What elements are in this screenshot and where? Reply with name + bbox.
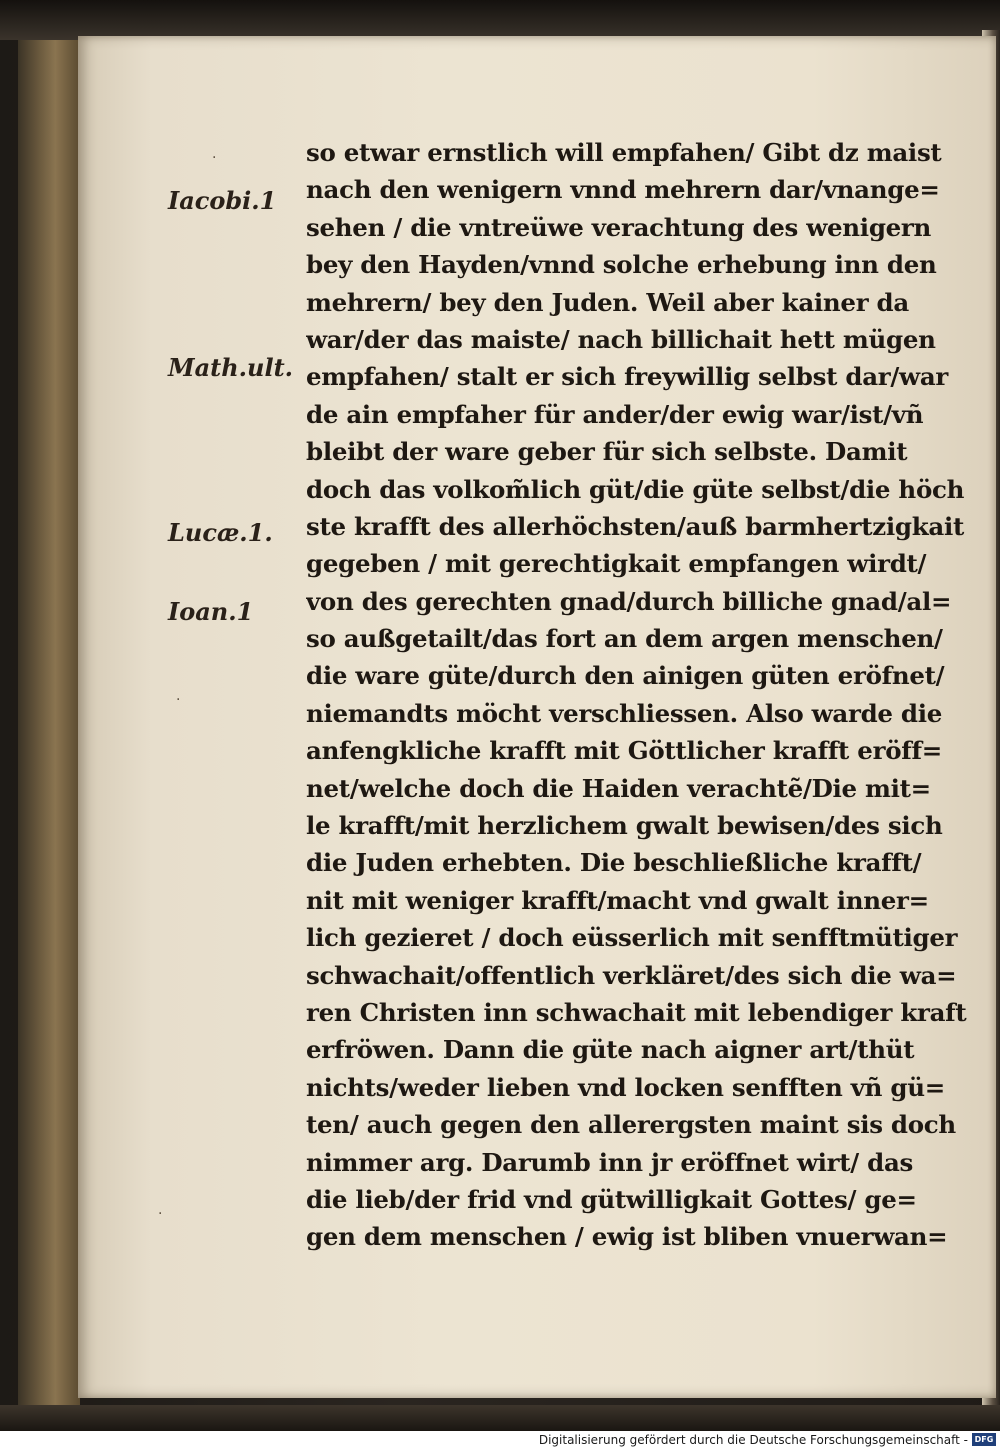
text-line: doch das volkom̃lich güt/die güte selbst/die höch [306,474,965,504]
text-line: lich gezieret / doch eüsserlich mit senfftmütiger [306,923,958,953]
text-line: schwachait/offentlich verkläret/des sich die wa= [306,960,957,990]
dfg-logo: DFG [972,1433,996,1446]
scan-bottom-edge [0,1405,1000,1431]
text-line: ste krafft des allerhöchsten/auß barmhertzigkait [306,511,964,541]
text-line: bleibt der ware geber für sich selbste. Damit [306,437,908,467]
text-line: nach den wenigern vnnd mehrern dar/vnange= [306,175,940,205]
text-line: mehrern/ bey den Juden. Weil aber kainer da [306,287,909,317]
text-line: ten/ auch gegen den allerergsten maint sis doch [306,1110,956,1140]
text-line: anfengkliche krafft mit Göttlicher krafft eröff= [306,736,942,766]
digitization-credit: Digitalisierung gefördert durch die Deutsche Forschungsgemeinschaft - [538,1433,968,1447]
ink-speck: · [158,1206,163,1222]
text-line: so außgetailt/das fort an dem argen menschen/ [306,624,943,654]
body-text [306,134,974,1256]
text-line: nichts/weder lieben vnd locken senfften vñ gü= [306,1072,945,1102]
ink-speck: · [176,692,181,708]
text-line: net/welche doch die Haiden verachtẽ/Die mit= [306,773,931,803]
text-line: le krafft/mit herzlichem gwalt bewisen/des sich [306,811,943,841]
marginal-note: Ioan.1 [168,597,254,626]
text-line: von des gerechten gnad/durch billiche gnad/al= [306,586,952,616]
text-line: so etwar ernstlich will empfahen/ Gibt dz maist [306,138,942,167]
text-line: ren Christen inn schwachait mit lebendiger kraft [306,997,967,1027]
text-line: die Juden erhebten. Die beschließliche krafft/ [306,848,922,878]
text-line: empfahen/ stalt er sich freywillig selbst dar/war [306,362,949,392]
text-line: erfröwen. Dann die güte nach aigner art/thüt [306,1035,915,1065]
text-line: niemandts möcht verschliessen. Also warde die [306,698,943,728]
text-line: bey den Hayden/vnnd solche erhebung inn den [306,250,937,280]
text-line: die ware güte/durch den ainigen güten eröfnet/ [306,661,945,691]
text-line: die lieb/der frid vnd gütwilligkait Gottes/ ge= [306,1184,917,1214]
text-line: nimmer arg. Darumb inn jr eröffnet wirt/ das [306,1147,914,1177]
scan-top-edge [0,0,1000,40]
marginal-note: Iacobi.1 [168,186,277,215]
ink-speck: · [212,150,217,166]
marginal-note: Lucæ.1. [168,518,273,547]
text-line: nit mit weniger krafft/macht vnd gwalt inner= [306,885,929,915]
text-line: war/der das maiste/ nach billichait hett mügen [306,324,936,354]
text-line: gegeben / mit gerechtigkait empfangen wirdt/ [306,549,927,579]
book-spine-edge [18,40,80,1410]
marginal-note: Math.ult. [168,353,294,382]
text-line: sehen / die vntreüwe verachtung des wenigern [306,212,932,242]
text-line: de ain empfaher für ander/der ewig war/ist/vñ [306,399,924,429]
text-line: gen dem menschen / ewig ist bliben vnuerwan= [306,1222,948,1252]
